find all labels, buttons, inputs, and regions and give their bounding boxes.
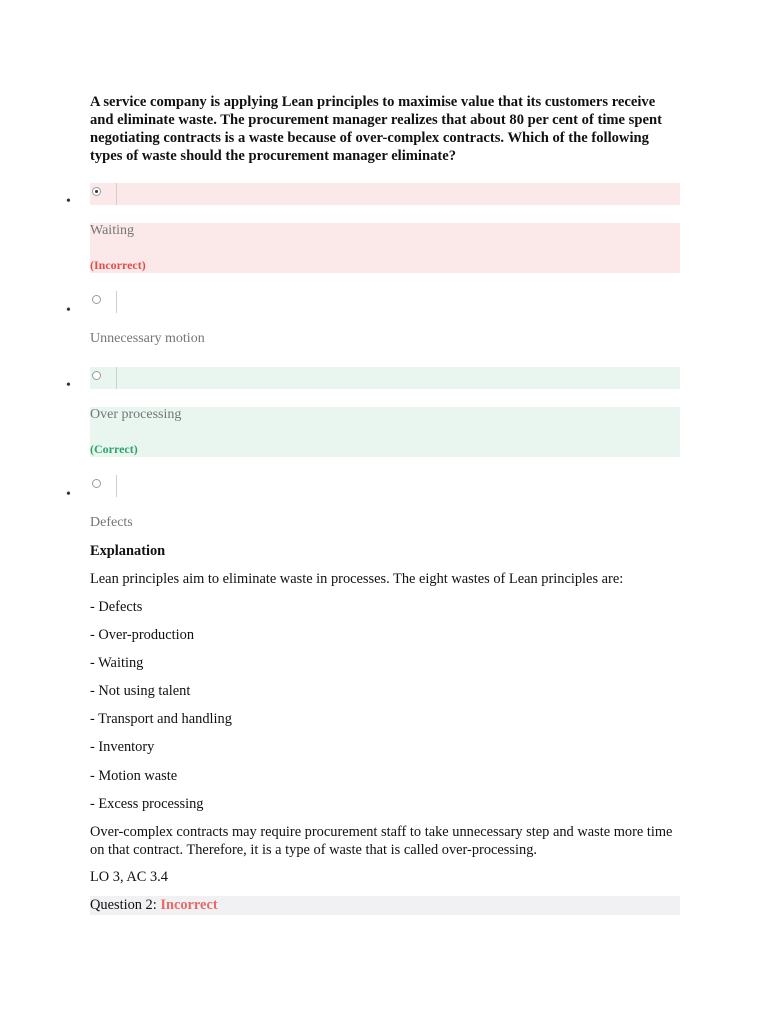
waste-list-item: - Not using talent	[90, 683, 191, 699]
waste-list-item: - Defects	[90, 599, 143, 615]
learning-outcome-reference: LO 3, AC 3.4	[90, 869, 168, 885]
next-question-header	[90, 896, 680, 915]
option-row-defects[interactable]	[90, 475, 680, 497]
answer-block-waiting	[90, 223, 680, 273]
option-label-over-processing: Over processing	[90, 407, 182, 422]
option-bullet: •	[66, 487, 71, 502]
radio-button-unnecessary-motion[interactable]	[92, 295, 101, 304]
explanation-conclusion: Over-complex contracts may require procurement staff to take unnecessary step and waste more time on that contract. Therefore, it is a type of waste that is called over-processing.	[90, 824, 673, 858]
waste-list-item: - Transport and handling	[90, 711, 232, 727]
question-text: A service company is applying Lean principles to maximise value that its customers receive and eliminate waste. The procurement manager realizes that about 80 per cent of time spent negotiating contracts is a waste because of over-complex contracts. Which of the following types of waste should the procurement manager eliminate?	[90, 94, 662, 164]
option-row-over-processing[interactable]	[90, 367, 680, 389]
next-question-status: Incorrect	[160, 897, 218, 913]
waste-list-item: - Waiting	[90, 655, 144, 671]
option-row-waiting[interactable]	[90, 183, 680, 205]
waste-list-item: - Motion waste	[90, 768, 178, 784]
explanation-heading: Explanation	[90, 543, 166, 559]
option-bullet: •	[66, 194, 71, 209]
option-bullet: •	[66, 303, 71, 318]
next-question-label: Question 2:	[90, 897, 161, 913]
radio-button-waiting[interactable]	[92, 187, 101, 196]
answer-block-unnecessary-motion	[90, 331, 680, 351]
radio-button-defects[interactable]	[92, 479, 101, 488]
status-correct-label: (Correct)	[90, 442, 138, 456]
radio-button-over-processing[interactable]	[92, 371, 101, 380]
divider	[116, 475, 117, 497]
explanation-intro: Lean principles aim to eliminate waste in processes. The eight wastes of Lean principles are:	[90, 571, 624, 587]
waste-list-item: - Over-production	[90, 627, 195, 643]
answer-block-over-processing	[90, 407, 680, 457]
option-label-waiting: Waiting	[90, 223, 134, 238]
option-row-unnecessary-motion[interactable]	[90, 291, 680, 313]
status-incorrect-label: (Incorrect)	[90, 258, 146, 272]
divider	[116, 367, 117, 389]
answer-block-defects	[90, 515, 680, 535]
option-label-unnecessary-motion: Unnecessary motion	[90, 331, 205, 346]
divider	[116, 291, 117, 313]
waste-list-item: - Excess processing	[90, 796, 204, 812]
waste-list-item: - Inventory	[90, 739, 155, 755]
option-bullet: •	[66, 378, 71, 393]
option-label-defects: Defects	[90, 515, 133, 530]
divider	[116, 183, 117, 205]
